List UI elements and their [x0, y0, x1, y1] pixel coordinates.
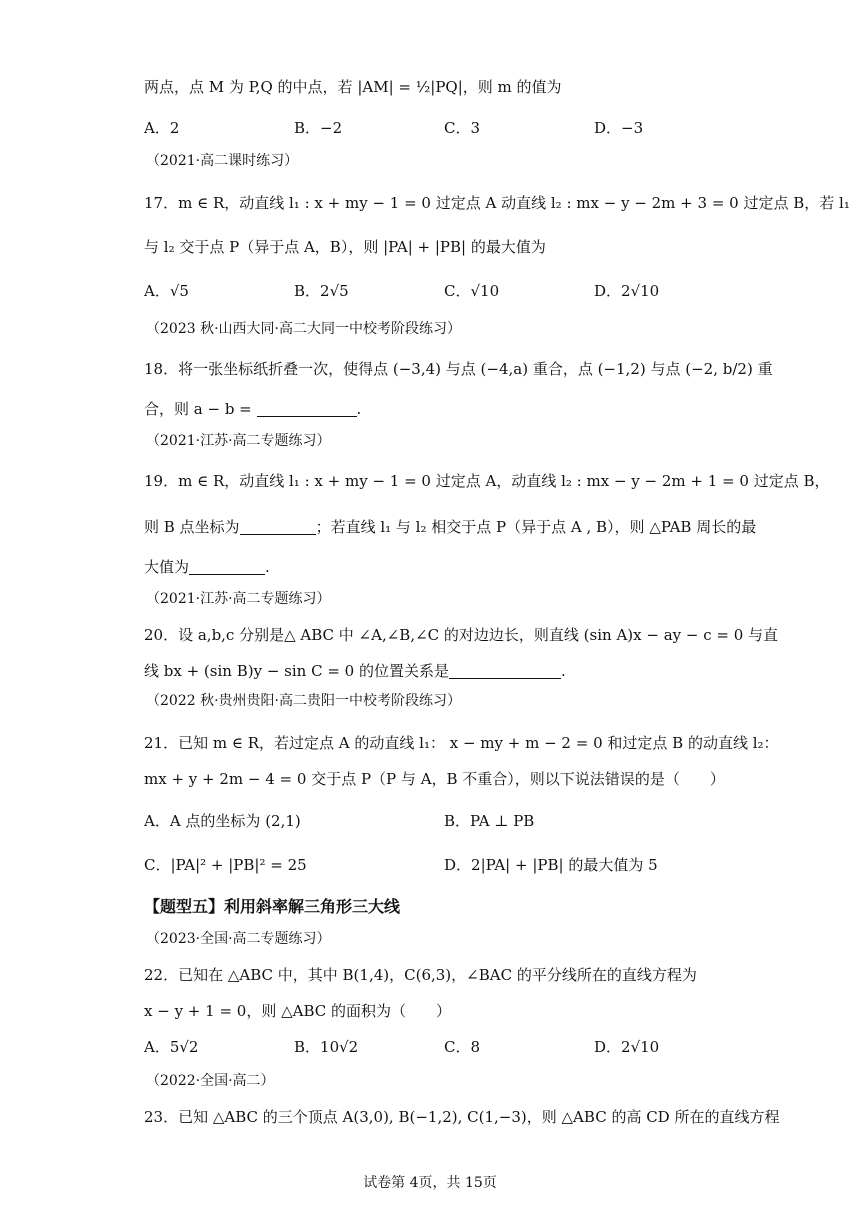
q16-option-b: B．−2 [294, 119, 343, 137]
q22-option-d: D．2√10 [594, 1038, 660, 1056]
q19-line1: 19．m ∈ R，动直线 l₁ : x + my − 1 = 0 过定点 A，动直线 l₂ : mx − y − 2m + 1 = 0 过定点 B， [144, 472, 830, 490]
q17-option-c: C．√10 [444, 282, 500, 300]
q22-source: （2023·全国·高二专题练习） [146, 931, 331, 947]
q18-source: （2023 秋·山西大同·高二大同一中校考阶段练习） [146, 321, 461, 337]
section-heading: 【题型五】利用斜率解三角形三大线 [144, 897, 401, 916]
q16-option-c: C．3 [444, 119, 481, 137]
page-footer: 试卷第 4页，共 15页 [363, 1175, 497, 1191]
q18-line2-text: 合，则 a − b = [144, 400, 257, 418]
q21-option-a: A．A 点的坐标为 (2,1) [144, 812, 301, 830]
q17-option-d: D．2√10 [594, 282, 660, 300]
q17-line2: 与 l₂ 交于点 P（异于点 A，B），则 |PA| + |PB| 的最大值为 [144, 238, 546, 256]
q20-line2-text: 线 bx + (sin B)y − sin C = 0 的位置关系是 [144, 662, 449, 680]
q21-option-d: D．2|PA| + |PB| 的最大值为 5 [444, 856, 658, 874]
q17-source: （2021·高二课时练习） [146, 153, 299, 169]
q16-option-a: A．2 [144, 119, 180, 137]
q22-line2: x − y + 1 = 0，则 △ABC 的面积为（ ） [144, 1002, 452, 1020]
q23-line1: 23．已知 △ABC 的三个顶点 A(3,0), B(−1,2), C(1,−3)，则 △ABC 的高 CD 所在的直线方程 [144, 1108, 780, 1126]
q16-option-d: D．−3 [594, 119, 644, 137]
q17-option-b: B．2√5 [294, 282, 349, 300]
answer-blank[interactable] [257, 400, 357, 417]
q21-option-c: C．|PA|² + |PB|² = 25 [144, 856, 307, 874]
q22-line1: 22．已知在 △ABC 中，其中 B(1,4)，C(6,3)，∠BAC 的平分线所在的直线方程为 [144, 966, 697, 984]
q19-line2 [144, 516, 756, 538]
q20-line2 [144, 660, 566, 682]
q22-option-b: B．10√2 [294, 1038, 359, 1056]
q21-source: （2022 秋·贵州贵阳·高二贵阳一中校考阶段练习） [146, 693, 461, 709]
q19-line3-end: . [265, 558, 270, 576]
q17-line1: 17．m ∈ R，动直线 l₁ : x + my − 1 = 0 过定点 A 动直线 l₂ : mx − y − 2m + 3 = 0 过定点 B，若 l₁ [144, 194, 850, 212]
q16-text: 两点，点 M 为 P,Q 的中点，若 |AM| = ½|PQ|，则 m 的值为 [144, 78, 562, 96]
q20-line1: 20．设 a,b,c 分别是△ ABC 中 ∠A,∠B,∠C 的对边边长，则直线 (sin A)x − ay − c = 0 与直 [144, 626, 779, 644]
answer-blank[interactable] [449, 662, 561, 679]
q18-line2-end: . [356, 400, 362, 418]
q20-source: （2021·江苏·高二专题练习） [146, 591, 331, 607]
q19-source: （2021·江苏·高二专题练习） [146, 433, 331, 449]
q21-line1: 21．已知 m ∈ R，若过定点 A 的动直线 l₁： x − my + m − 2 = 0 和过定点 B 的动直线 l₂： [144, 734, 779, 752]
q19-line3 [144, 556, 270, 578]
q22-option-a: A．5√2 [144, 1038, 199, 1056]
q20-line2-end: . [560, 662, 566, 680]
answer-blank[interactable] [189, 558, 265, 575]
answer-blank[interactable] [240, 518, 316, 535]
q18-line1: 18．将一张坐标纸折叠一次，使得点 (−3,4) 与点 (−4,a) 重合，点 (−1,2) 与点 (−2, b/2) 重 [144, 360, 773, 378]
q19-line3-text: 大值为 [144, 558, 190, 576]
q19-line2-rest: ；若直线 l₁ 与 l₂ 相交于点 P（异于点 A , B），则 △PAB 周长的最 [315, 518, 757, 536]
q19-line2-text: 则 B 点坐标为 [144, 518, 240, 536]
q21-line2: mx + y + 2m − 4 = 0 交于点 P（P 与 A，B 不重合），则以下说法错误的是（ ） [144, 770, 725, 788]
q22-option-c: C．8 [444, 1038, 481, 1056]
q17-option-a: A．√5 [144, 282, 189, 300]
q21-option-b: B．PA ⊥ PB [444, 812, 535, 830]
q23-source: （2022·全国·高二） [146, 1073, 275, 1089]
q18-line2 [144, 398, 361, 420]
